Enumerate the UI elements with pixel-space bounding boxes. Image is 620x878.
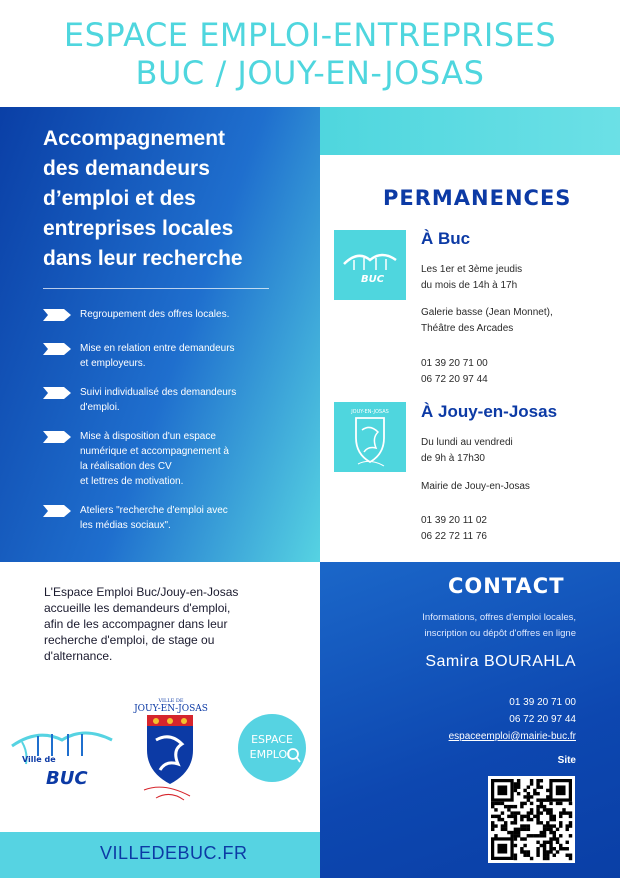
headline-line: Accompagnement	[43, 127, 226, 150]
buc-phone: 01 39 20 71 00	[421, 358, 488, 369]
title-line-1: ESPACE EMPLOI-ENTREPRISES	[63, 16, 557, 54]
permanences-title: PERMANENCES	[383, 186, 572, 210]
jouy-logo-text: JOUY-EN-JOSAS	[351, 409, 389, 415]
buc-phones	[421, 356, 488, 388]
jouy-en-josas-logo	[130, 694, 212, 806]
service-text: numérique et accompagnement à	[80, 446, 229, 457]
service-text: les médias sociaux".	[80, 520, 171, 531]
jouy-place-line: Mairie de Jouy-en-Josas	[421, 481, 530, 492]
about-line: L'Espace Emploi Buc/Jouy-en-Josas	[44, 585, 239, 599]
page-title	[0, 16, 620, 92]
jouy-schedule-line: Du lundi au vendredi	[421, 437, 513, 448]
arrow-icon	[43, 309, 71, 321]
buc-logo-small: Ville de	[22, 755, 56, 764]
buc-place-line: Théâtre des Arcades	[421, 323, 514, 334]
about-text	[44, 584, 304, 664]
about-line: afin de les accompagner dans leur	[44, 617, 228, 631]
buc-logo-text: BUC	[361, 274, 385, 285]
accent-strip	[320, 107, 620, 155]
jouy-place	[421, 479, 530, 495]
service-text: Ateliers "recherche d'emploi avec	[80, 505, 228, 516]
headline-line: entreprises locales	[43, 217, 234, 240]
jouy-phone: 01 39 20 11 02	[421, 515, 487, 526]
buc-phone: 06 72 20 97 44	[421, 374, 488, 385]
jouy-phones	[421, 513, 487, 545]
jouy-phone: 06 22 72 11 76	[421, 531, 487, 542]
about-line: d'alternance.	[44, 649, 113, 663]
service-text: et lettres de motivation.	[80, 476, 184, 487]
jouy-logo-icon	[334, 402, 406, 472]
contact-subtitle-line: inscription ou dépôt d'offres en ligne	[424, 628, 576, 639]
service-text: la réalisation des CV	[80, 461, 172, 472]
buc-schedule	[421, 262, 522, 294]
contact-phone: 06 72 20 97 44	[509, 714, 576, 725]
service-text: Mise à disposition d'un espace	[80, 431, 216, 442]
contact-name: Samira BOURAHLA	[425, 653, 576, 670]
buc-title: À Buc	[421, 229, 471, 248]
service-text: Suivi individualisé des demandeurs	[80, 387, 237, 398]
buc-schedule-line: du mois de 14h à 17h	[421, 280, 518, 291]
buc-place-line: Galerie basse (Jean Monnet),	[421, 307, 553, 318]
contact-subtitle-line: Informations, offres d'emploi locales,	[422, 612, 576, 623]
ville-de-buc-logo	[8, 712, 118, 792]
jouy-title: À Jouy-en-Josas	[421, 402, 558, 421]
buc-logo-icon	[334, 230, 406, 300]
buc-logo-big: BUC	[46, 768, 88, 789]
jouy-logo-small: VILLE DE	[158, 698, 184, 704]
buc-schedule-line: Les 1er et 3ème jeudis	[421, 264, 523, 275]
arrow-icon	[43, 505, 71, 517]
contact-subtitle	[422, 610, 576, 642]
contact-title: CONTACT	[448, 574, 565, 598]
site-label: Site	[557, 755, 576, 766]
jouy-schedule-line: de 9h à 17h30	[421, 453, 485, 464]
title-line-2: BUC / JOUY-EN-JOSAS	[135, 54, 485, 92]
espace-emploi-logo	[236, 712, 308, 784]
buc-logo-square	[334, 230, 406, 300]
qr-code[interactable]	[488, 776, 575, 863]
arrow-icon	[43, 343, 71, 355]
footer-url-link[interactable]: VILLEDEBUC.FR	[100, 843, 248, 863]
service-text: d'emploi.	[80, 402, 120, 413]
contact-email-link[interactable]: espaceemploi@mairie-buc.fr	[448, 731, 576, 742]
espace-logo-line1: ESPACE	[251, 733, 293, 746]
contact-phone: 01 39 20 71 00	[509, 697, 576, 708]
service-text: et employeurs.	[80, 358, 146, 369]
espace-logo-line2: EMPLOI	[249, 748, 291, 761]
headline-line: dans leur recherche	[43, 247, 243, 270]
contact-details	[449, 694, 576, 745]
about-line: recherche d'emploi, de stage ou	[44, 633, 215, 647]
arrow-icon	[43, 431, 71, 443]
about-line: accueille les demandeurs d'emploi,	[44, 601, 231, 615]
service-text: Regroupement des offres locales.	[80, 309, 230, 320]
jouy-logo-big: JOUY-EN-JOSAS	[134, 704, 208, 714]
jouy-schedule	[421, 435, 513, 467]
buc-place	[421, 305, 553, 337]
arrow-icon	[43, 387, 71, 399]
headline-line: d’emploi et des	[43, 187, 196, 210]
service-text: Mise en relation entre demandeurs	[80, 343, 235, 354]
headline-line: des demandeurs	[43, 157, 210, 180]
intro-headline	[43, 124, 303, 274]
divider	[43, 288, 269, 289]
jouy-logo-square	[334, 402, 406, 472]
